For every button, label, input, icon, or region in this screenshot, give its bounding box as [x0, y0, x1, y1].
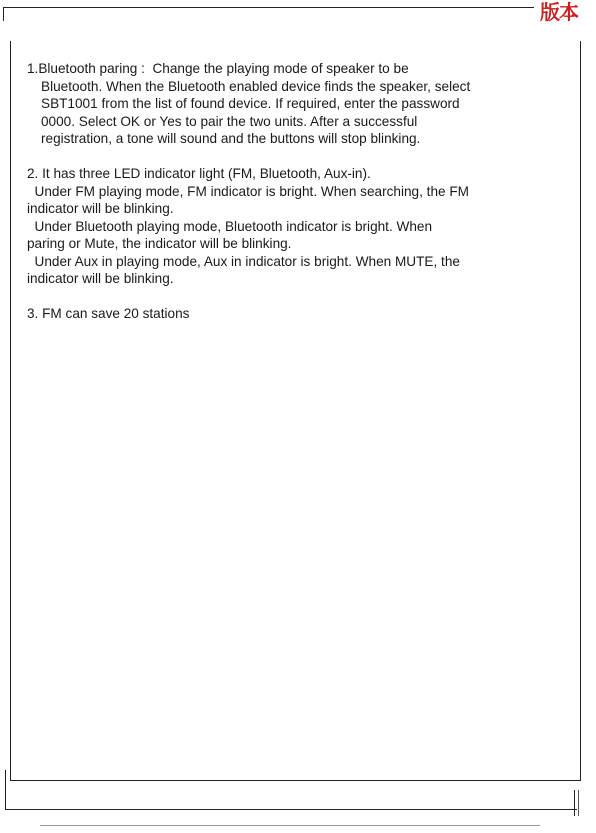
pairing-line-5: registration, a tone will sound and the buttons will stop blinking. [41, 131, 421, 146]
pairing-line-3: SBT1001 from the list of found device. If required, enter the password [41, 96, 460, 111]
top-border-line [3, 7, 534, 8]
instruction-text [27, 60, 572, 340]
led-line-6: Under Aux in playing mode, Aux in indicator is bright. When MUTE, the [27, 253, 460, 269]
paragraph-bluetooth-pairing [27, 60, 572, 148]
pairing-line-1: 1.Bluetooth paring : Change the playing mode of speaker to be [27, 61, 409, 76]
bottom-right-mark [574, 790, 575, 816]
paragraph-led-indicators [27, 165, 572, 288]
led-line-1: 2. It has three LED indicator light (FM, Bluetooth, Aux-in). [27, 166, 371, 181]
led-line-2: Under FM playing mode, FM indicator is bright. When searching, the FM [27, 183, 469, 199]
pairing-line-2: Bluetooth. When the Bluetooth enabled device finds the speaker, select [41, 78, 471, 94]
fm-stations-line: 3. FM can save 20 stations [27, 306, 190, 321]
top-left-tick [3, 7, 4, 21]
led-line-7: indicator will be blinking. [27, 271, 174, 286]
paragraph-fm-stations [27, 305, 572, 323]
bottom-right-mark-inner [578, 790, 579, 816]
footer-rule [40, 825, 540, 826]
bottom-border-line [5, 809, 577, 810]
bottom-left-stub [5, 770, 6, 810]
pairing-line-4: 0000. Select OK or Yes to pair the two units. After a successful [41, 113, 418, 129]
corner-version-mark: 版本 [540, 0, 578, 24]
led-line-4: Under Bluetooth playing mode, Bluetooth indicator is bright. When [27, 218, 433, 234]
led-line-3: indicator will be blinking. [27, 201, 174, 216]
led-line-5: paring or Mute, the indicator will be blinking. [27, 236, 292, 251]
